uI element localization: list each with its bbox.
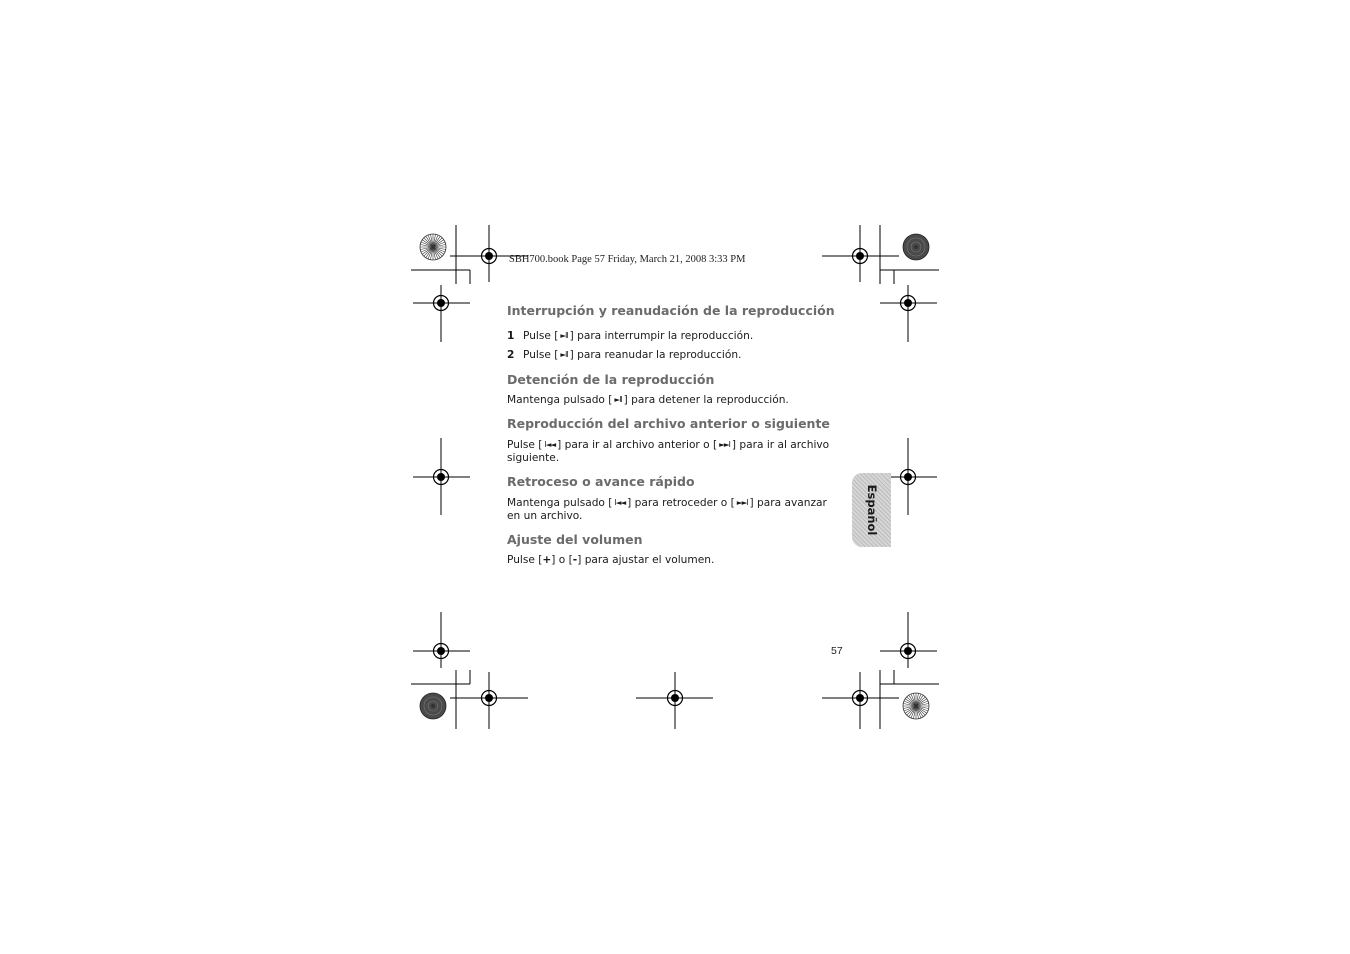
fast-forward-icon: ►►I — [736, 498, 748, 507]
play-pause-icon: ►II — [614, 395, 622, 404]
next-track-icon: ►►I — [719, 440, 730, 449]
play-pause-icon: ►II — [560, 350, 568, 359]
heading-pause-resume: Interrupción y reanudación de la reproducción — [507, 303, 835, 318]
book-header: SBH700.book Page 57 Friday, March 21, 2008 3:33 PM — [509, 254, 746, 265]
paragraph-prev-next: Pulse [ I◄◄ ] para ir al archivo anterior o [ ►►I ] para ir al archivo siguiente. — [507, 439, 830, 464]
language-tab-label: Español — [864, 484, 879, 536]
heading-volume: Ajuste del volumen — [507, 532, 643, 547]
heading-prev-next: Reproducción del archivo anterior o siguiente — [507, 416, 830, 431]
step-1: 1 Pulse [ ►II ] para interrumpir la reproducción. — [507, 330, 754, 342]
paragraph-stop: Mantenga pulsado [ ►II ] para detener la reproducción. — [507, 394, 789, 406]
language-side-tab — [852, 473, 891, 547]
page-number: 57 — [831, 645, 843, 657]
volume-up-key: + — [542, 554, 552, 566]
step-number: 1 — [507, 330, 515, 342]
step-2: 2 Pulse [ ►II ] para reanudar la reproducción. — [507, 349, 742, 361]
rewind-icon: I◄◄ — [614, 498, 626, 507]
paragraph-volume: Pulse [+] o [-] para ajustar el volumen. — [507, 554, 715, 566]
paragraph-seek: Mantenga pulsado [ I◄◄ ] para retroceder o [ ►►I ] para avanzar en un archivo. — [507, 497, 827, 522]
heading-seek: Retroceso o avance rápido — [507, 474, 695, 489]
previous-track-icon: I◄◄ — [544, 440, 556, 449]
step-number: 2 — [507, 349, 515, 361]
heading-stop: Detención de la reproducción — [507, 372, 715, 387]
volume-down-key: - — [572, 554, 578, 566]
play-pause-icon: ►II — [560, 331, 568, 340]
